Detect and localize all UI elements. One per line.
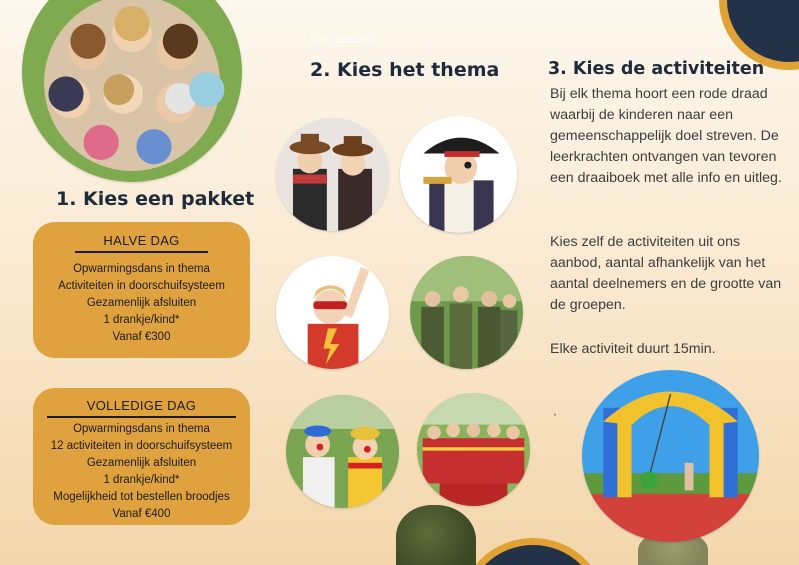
pirate-photo: [400, 116, 517, 233]
step2-heading: 2. Kies het thema: [310, 59, 500, 81]
step1-heading: 1. Kies een pakket: [56, 188, 255, 210]
section-label: Ons aanbod: [310, 32, 376, 46]
activities-selection-text: Kies zelf de activiteiten uit ons aanbod, aantal afhankelijk van het aantal deelnemers en de grootte van de groepen.: [550, 234, 782, 313]
clowns-photo: [286, 395, 399, 508]
firefighters-photo: [417, 393, 530, 506]
activities-description: Bij elk thema hoort een rode draad waarbij de kinderen naar een gemeenschappelijk doel streven. De leerkrachten ontvangen van tevoren een draaiboek met alle info en uitleg.: [550, 86, 782, 186]
tree-decoration: [396, 505, 476, 565]
package-price: Vanaf €300: [112, 331, 171, 343]
cowboys-photo: [276, 118, 389, 231]
package-line: 1 drankje/kind*: [103, 314, 180, 326]
package-line: Opwarmingsdans in thema: [73, 423, 210, 435]
package-line: Mogelijkheid tot bestellen broodjes: [53, 491, 230, 503]
package-title: HALVE DAG: [33, 232, 250, 253]
package-line: Gezamenlijk afsluiten: [86, 297, 197, 309]
children-group-photo: [22, 0, 242, 182]
superhero-photo: [276, 256, 389, 369]
package-line: Opwarmingsdans in thema: [73, 263, 210, 275]
army-photo: [410, 256, 523, 369]
bottom-arc-decoration: [458, 538, 608, 565]
bouncy-castle-photo: [582, 370, 759, 542]
decorative-dot: ·: [553, 408, 557, 422]
full-day-package-card: [33, 388, 250, 525]
activity-duration-text: Elke activiteit duurt 15min.: [550, 341, 716, 357]
package-title: VOLLEDIGE DAG: [33, 397, 250, 418]
step3-heading: 3. Kies de activiteiten: [548, 59, 765, 79]
half-day-package-card: [33, 222, 250, 358]
package-line: 12 activiteiten in doorschuifsysteem: [50, 440, 233, 452]
package-line: Activiteiten in doorschuifsysteem: [58, 280, 225, 292]
package-line: Gezamenlijk afsluiten: [86, 457, 197, 469]
package-line: 1 drankje/kind*: [103, 474, 180, 486]
package-price: Vanaf €400: [112, 508, 171, 520]
